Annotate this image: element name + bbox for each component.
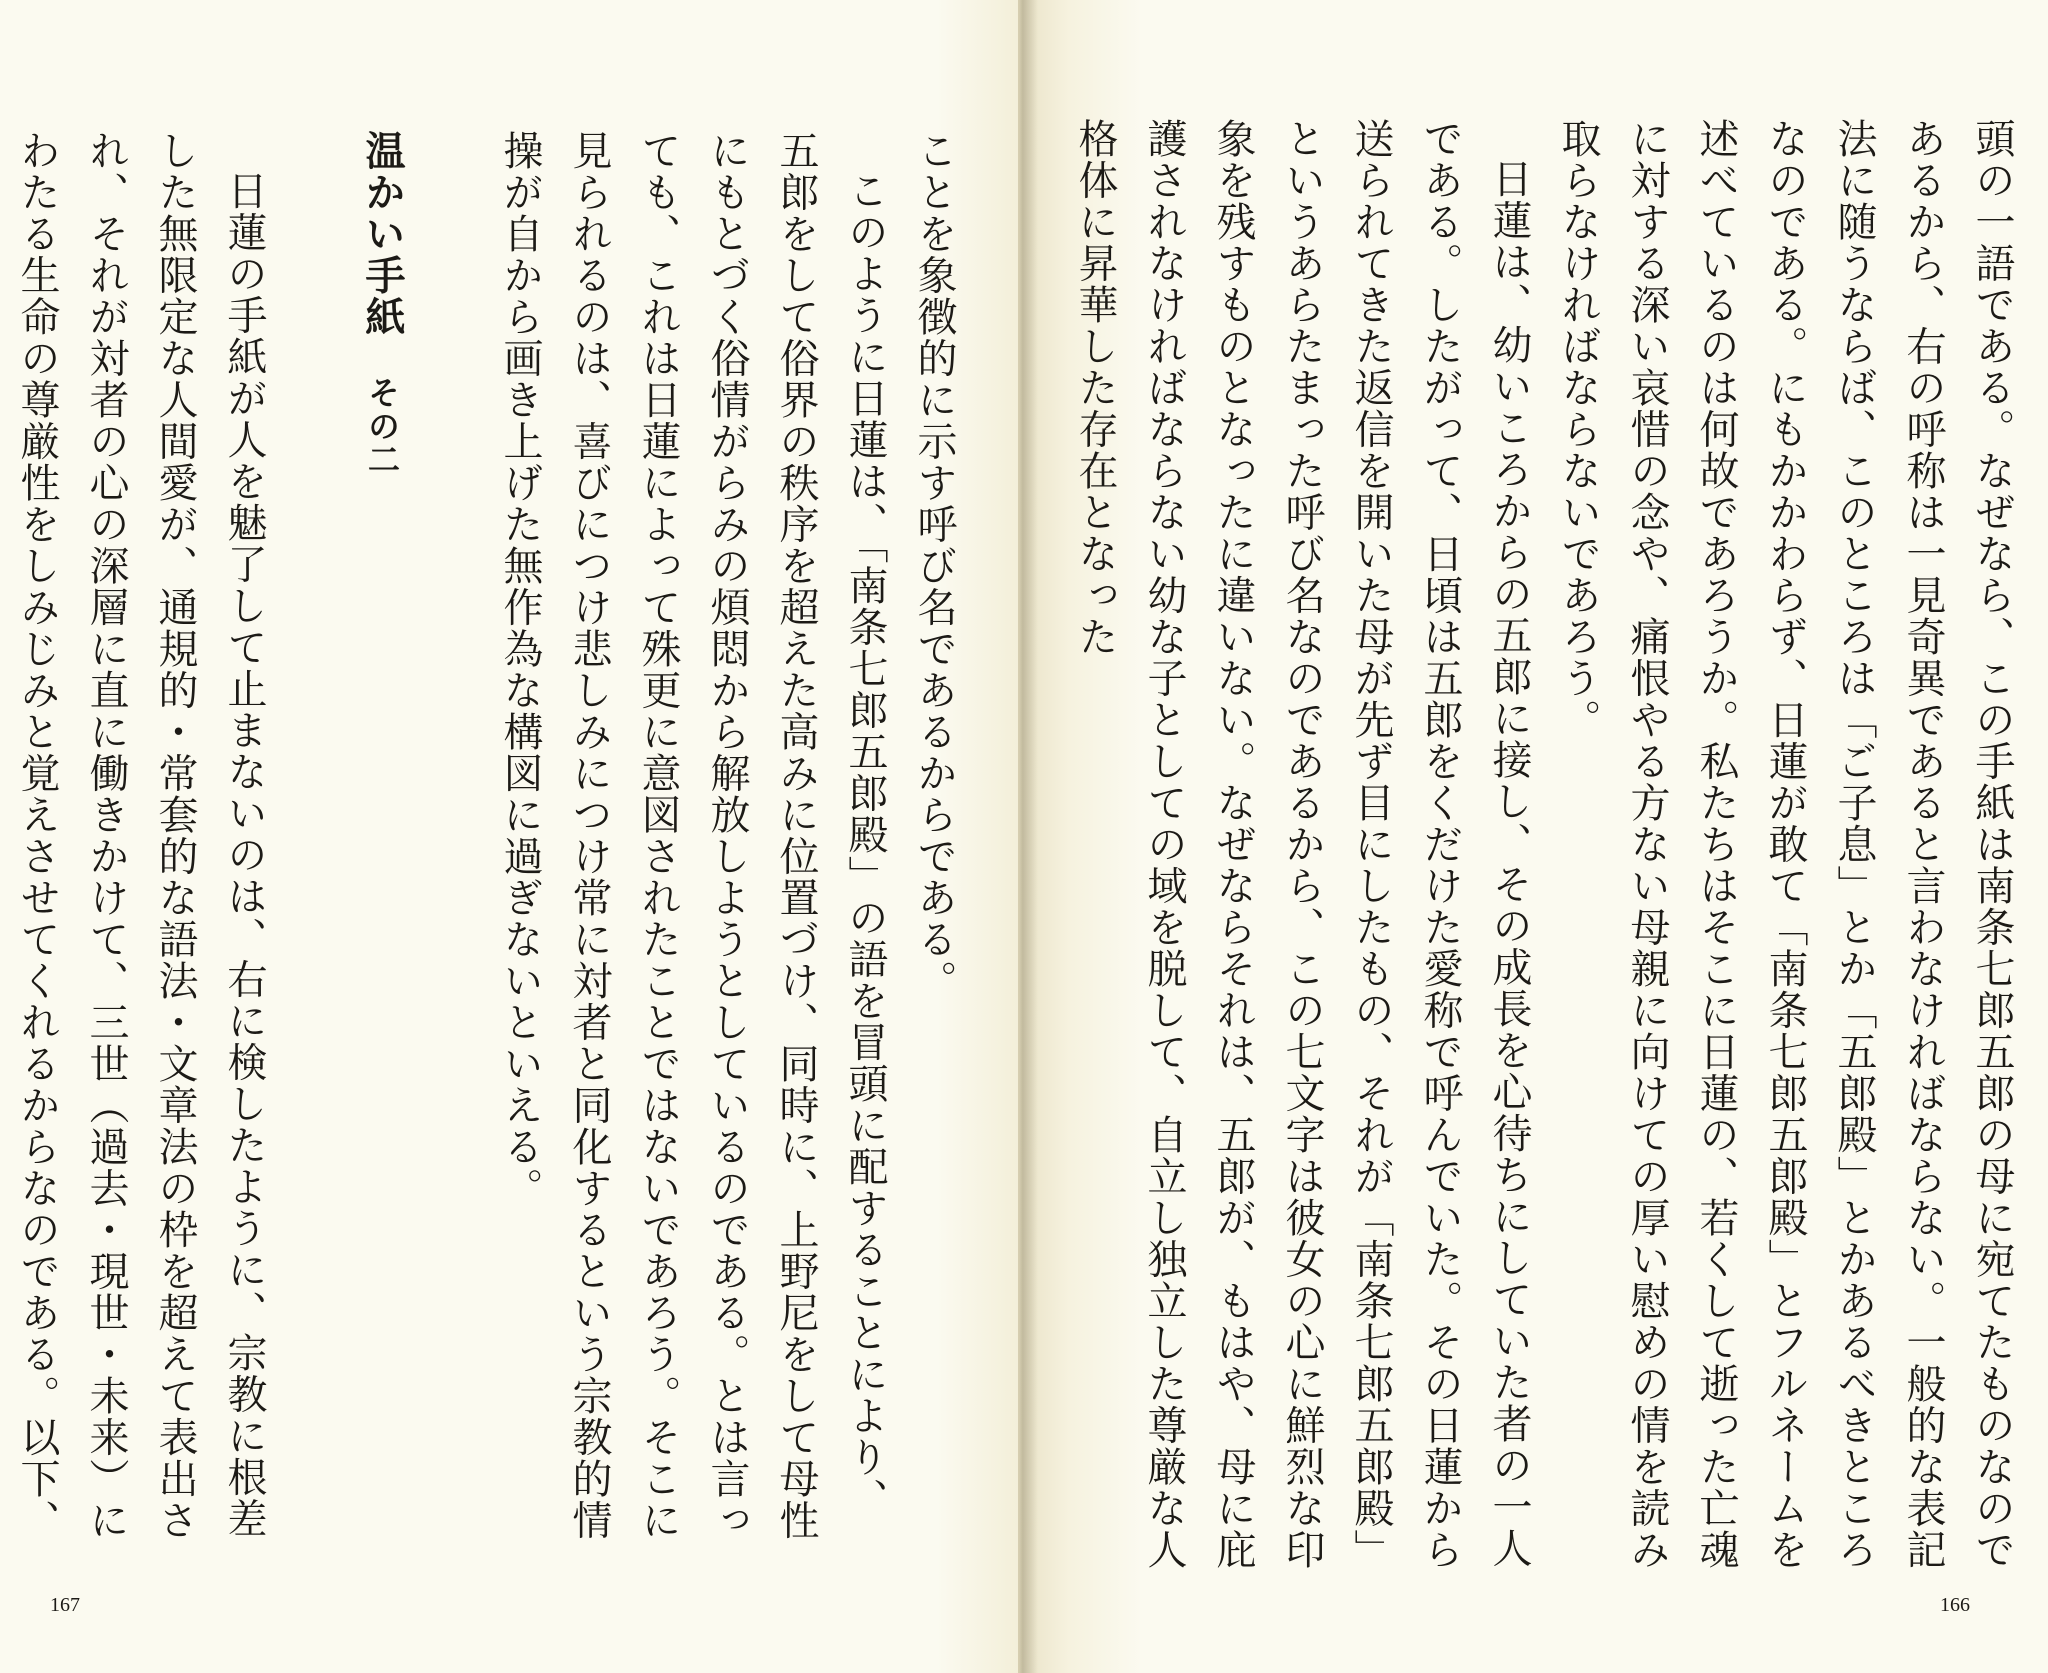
right-page [1018,0,2048,1673]
section-subtitle: その二 [363,375,401,477]
page-number: 166 [1940,1594,1970,1616]
section-heading [347,130,416,1560]
left-page-text [14,130,968,1560]
section-title: 温かい手紙 [359,130,405,338]
paragraph: 日蓮の手紙が人を魅了して止まないのは、右に検したように、宗教に根差した無限定な人間愛が、通規的・常套的な語法・文章法の枠を超えて表出され、それが対者の心の深層に直に働きかけて、三世（過去・現世・未来）にわたる生命の尊厳性をしみじみと覚えさせてくれるからなのである。以下、 [14,130,267,1541]
left-page [0,0,1018,1673]
paragraph: ことを象徴的に示す呼び名であるからである。 [911,130,957,1002]
page-number: 167 [50,1594,80,1616]
paragraph: 頭の一語である。なぜなら、この手紙は南条七郎五郎の母に宛てたものなのであるから、右の呼称は一見奇異であると言わなければならない。一般的な表記法に随うならば、このところは「ご子息」とか「五郎殿」とかあるべきところなのである。にもかかわらず、日蓮が敢て「南条七郎五郎殿」とフルネームを述べているのは何故であろうか。私たちはそこに日蓮の、若くして逝った亡魂に対する深い哀惜の念や、痛恨やる方ない母親に向けての厚い慰めの情を読み取らなければならないであろう。 [1555,118,2015,1571]
paragraph: このように日蓮は、「南条七郎五郎殿」の語を冒頭に配することにより、五郎をして俗界の秩序を超えた高みに位置づけ、同時に、上野尼をして母性にもとづく俗情がらみの煩悶から解放しようとしているのである。とは言っても、これは日蓮によって殊更に意図されたことではないであろう。そこに見られるのは、喜びにつけ悲しみにつけ常に対者と同化するという宗教的情操が自から画き上げた無作為な構図に過ぎないといえる。 [497,130,888,1541]
right-page-text [1072,118,2026,1578]
paragraph: 日蓮は、幼いころからの五郎に接し、その成長を心待ちにしていた者の一人である。したがって、日頃は五郎をくだけた愛称で呼んでいた。その日蓮から送られてきた返信を開いた母が先ず目にしたもの、それが「南条七郎五郎殿」というあらたまった呼び名なのであるから、この七文字は彼女の心に鮮烈な印象を残すものとなったに違いない。なぜならそれは、五郎が、もはや、母に庇護されなければならない幼な子としての域を脱して、自立し独立した尊厳な人格体に昇華した存在となった [1072,118,1532,1571]
